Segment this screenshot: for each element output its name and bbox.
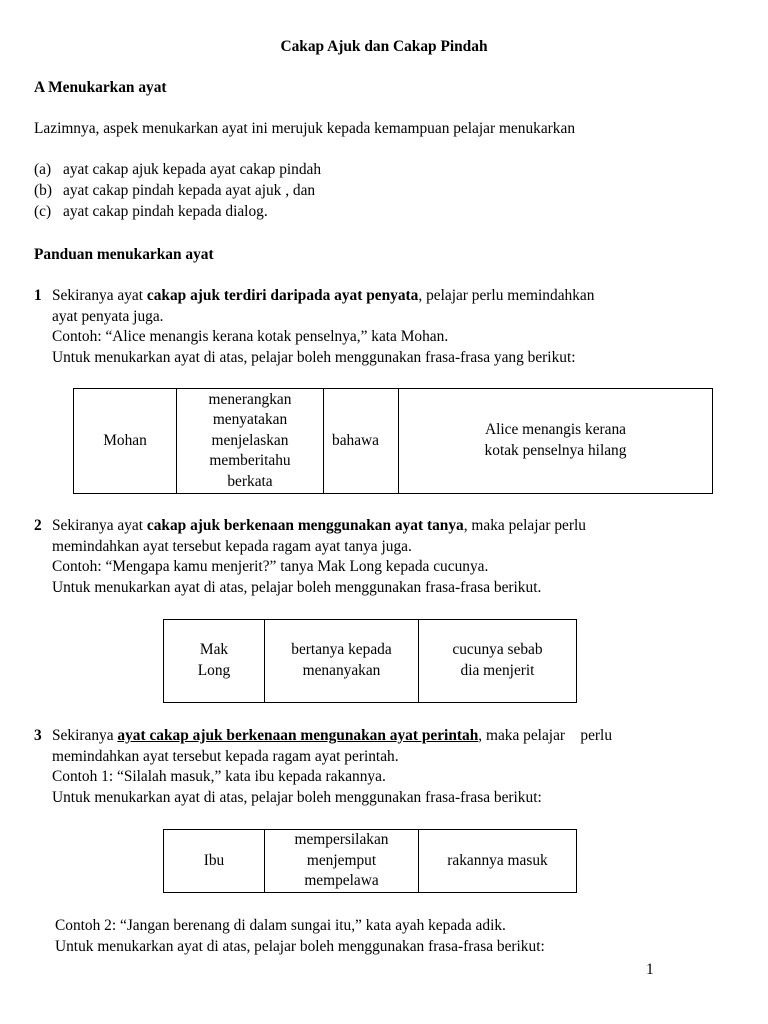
guide-item-2: 2 Sekiranya ayat cakap ajuk berkenaan menggunakan ayat tanya, maka pelajar perlu memindahkan ayat tersebut kepada ragam ayat tanya juga. Contoh: “Mengapa kamu menjerit?” tanya Mak Long kepada cucunya. Untuk menukarkan ayat di atas, pelajar boleh menggunakan frasa-frasa berikut. [34, 517, 586, 596]
table-cell: bahawa [324, 389, 399, 494]
phrase-table-2 [163, 619, 577, 703]
guide-item-1: 1 Sekiranya ayat cakap ajuk terdiri daripada ayat penyata, pelajar perlu memindahkan ayat penyata juga. Contoh: “Alice menangis kerana kotak penselnya,” kata Mohan. Untuk menukarkan ayat di atas, pelajar boleh menggunakan frasa-frasa yang berikut: [34, 287, 595, 366]
table-cell: Alice menangis kerana kotak penselnya hilang [399, 389, 713, 494]
table-cell: mempersilakan menjemput mempelawa [265, 830, 419, 893]
table-cell: bertanya kepada menanyakan [265, 620, 419, 703]
table-cell: Mak Long [164, 620, 265, 703]
table-cell: Ibu [164, 830, 265, 893]
example-2: Contoh 2: “Jangan berenang di dalam sungai itu,” kata ayah kepada adik. Untuk menukarkan ayat di atas, pelajar boleh menggunakan frasa-frasa berikut: [55, 917, 545, 955]
list-item: (c) ayat cakap pindah kepada dialog. [34, 203, 268, 220]
objective-list [34, 160, 321, 223]
item-number: 1 [34, 287, 42, 304]
phrase-table-1 [73, 388, 713, 494]
document-title: Cakap Ajuk dan Cakap Pindah [280, 38, 488, 55]
list-item: (a) ayat cakap ajuk kepada ayat cakap pindah [34, 161, 322, 178]
section-a-heading: A Menukarkan ayat [34, 79, 167, 96]
item-number: 2 [34, 517, 42, 534]
phrase-table-3 [163, 829, 577, 893]
page-number: 1 [646, 961, 654, 978]
table-cell: menerangkan menyatakan menjelaskan memberitahu berkata [177, 389, 324, 494]
guide-heading: Panduan menukarkan ayat [34, 246, 214, 263]
intro-paragraph: Lazimnya, aspek menukarkan ayat ini merujuk kepada kemampuan pelajar menukarkan [34, 120, 576, 137]
item-number: 3 [34, 727, 42, 744]
table-cell: cucunya sebab dia menjerit [419, 620, 577, 703]
list-item: (b) ayat cakap pindah kepada ayat ajuk , dan [34, 182, 316, 199]
guide-item-3: 3 Sekiranya ayat cakap ajuk berkenaan mengunakan ayat perintah, maka pelajar perlu memindahkan ayat tersebut kepada ragam ayat perintah. Contoh 1: “Silalah masuk,” kata ibu kepada rakannya. Untuk menukarkan ayat di atas, pelajar boleh menggunakan frasa-frasa berikut: [34, 727, 613, 806]
table-cell: rakannya masuk [419, 830, 577, 893]
table-cell: Mohan [74, 389, 177, 494]
